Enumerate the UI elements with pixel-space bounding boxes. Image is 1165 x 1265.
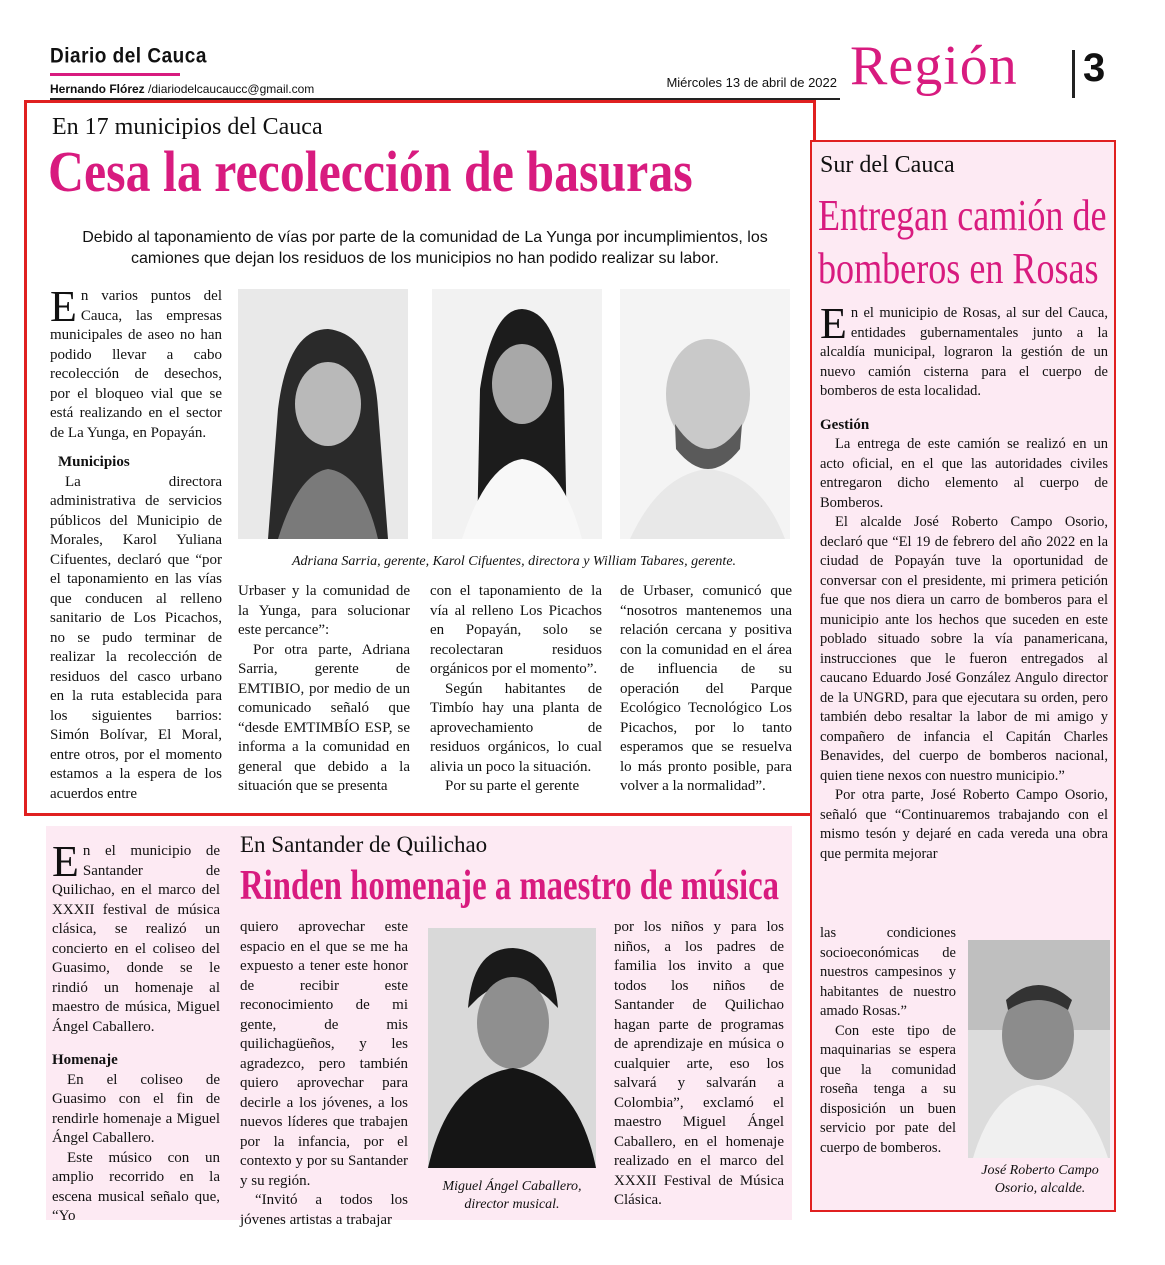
side-subhead: Gestión — [820, 416, 870, 433]
bottom-photo-caption: Miguel Ángel Caballero, director musical. — [442, 1179, 582, 1213]
masthead: Diario del Cauca — [50, 44, 207, 68]
side-column-text — [820, 299, 1108, 864]
side-paragraph: Con este tipo de maquinarias se espera que la comunidad roseña tenga a su disposición un buen servicio por pate del cuerpo de bomberos. — [820, 1022, 956, 1156]
bottom-column-1 — [52, 837, 220, 1227]
bottom-paragraph: por los niños y para los niños, a los padres de familia los invito a que todos los niños de Santander de Quilichao hagan parte de programas de aprendizaje en música o cualquier arte, eso los salvará y salvarán a Colombia”, exclamó el maestro Miguel Ángel Caballero, en el homenaje realizado en el marco del XXXII Festival de Música Clásica. — [614, 919, 784, 1208]
main-photo-caption: Adriana Sarria, gerente, Karol Cifuentes, directora y William Tabares, gerente. — [291, 554, 737, 569]
main-column-4 — [620, 582, 792, 797]
bottom-paragraph: En el coliseo de Guasimo con el fin de rendirle homenaje a Miguel Ángel Caballero. — [52, 1071, 220, 1146]
side-paragraph: las condiciones socioeconómicas de nuestros campesinos y habitantes de nuestro amado Rosas.” — [820, 925, 956, 1019]
photo-karol-cifuentes — [432, 289, 602, 539]
main-column-2 — [238, 582, 410, 797]
side-kicker: Sur del Cauca — [820, 152, 955, 178]
main-dek: Debido al taponamiento de vías por parte de la comunidad de La Yunga por incumplimientos, los camiones que dejan los residuos de los municipios no han podido realizar su labor. — [82, 229, 768, 267]
main-paragraph: La directora administrativa de servicios públicos del Municipio de Morales, Karol Yuliana Cifuentes, declaró que “por el taponamiento en las vías que conducen al relleno sanitario de Los Picachos, no se pudo terminar de realizar la recolección de residuos del casco urbano en la ruta establecida para los siguientes barrios: Simón Bolívar, El Moral, entre otros, por el momento estamos a la espera de los acuerdos entre — [50, 473, 222, 802]
side-column-narrow — [820, 924, 956, 1158]
photo-jose-roberto-campo — [968, 940, 1110, 1158]
main-column-1 — [50, 282, 222, 804]
main-lead-paragraph: En varios puntos del Cauca, las empresas municipales de aseo no han podido llevar a cabo recolección de desechos, por el bloqueo vial que se está realizando en el sector de La Yunga, en Popayán. — [50, 282, 222, 441]
page-number-divider — [1072, 50, 1075, 98]
side-paragraph: Por otra parte, José Roberto Campo Osorio, señaló que “Continuaremos trabajando con el mismo tesón y dejaré en cada vereda una obra que permita mejorar — [820, 787, 1108, 862]
bottom-lead-paragraph: En el municipio de Santander de Quilichao, en el marco del XXXII festival de música clásica, se realizó un concierto en el coliseo del Guasimo, donde se le rindió un homenaje al maestro de música, Miguel Ángel Caballero. — [52, 837, 220, 1035]
main-paragraph: con el taponamiento de la vía al relleno Los Picachos en Popayán, solo se recolectaran residuos orgánicos por el momento”. — [430, 583, 602, 677]
byline — [50, 82, 314, 96]
section-title: Región — [850, 35, 1018, 97]
side-paragraph: El alcalde José Roberto Campo Osorio, declaró que “El 19 de febrero del año 2022 en la ciudad de Popayán tuve la oportunidad de conversar con el presidente, mi primera petición fue que nos diera un carro de bomberos para el municipio ante los hechos que suceden en este poblado situado sobre la vía panamericana, instrucciones que le fueron entregados al caucano Eduardo José González Angulo director de la UNGRD, para que ejecutara su orden, pero también debo resaltar la labor de mi amigo y compañero de infancia el Capitán Charles Benavides, del cuerpo de bomberos nacional, quien tiene nexos con nuestro municipio.” — [820, 514, 1108, 784]
main-paragraph: Por su parte el gerente — [445, 778, 580, 794]
bottom-headline: Rinden homenaje a maestro de música — [240, 863, 780, 909]
main-paragraph: Según habitantes de Timbío hay una planta de aprovechamiento de residuos orgánicos, lo cual alivia un poco la situación. — [430, 680, 602, 775]
author-name: Hernando Flórez — [50, 82, 145, 96]
main-subhead: Municipios — [58, 454, 130, 470]
side-headline — [818, 190, 1107, 296]
side-paragraph: La entrega de este camión se realizó en un acto oficial, en el que las autoridades civiles entregaron dicho elemento al cuerpo de Bomberos. — [820, 436, 1108, 511]
main-headline: Cesa la recolección de basuras — [48, 139, 693, 204]
main-paragraph: Urbaser y la comunidad de la Yunga, para solucionar este percance”: — [238, 583, 410, 638]
page-number: 3 — [1083, 46, 1106, 90]
portrait-mayor-icon — [968, 940, 1110, 1158]
bottom-subhead: Homenaje — [52, 1052, 118, 1068]
photo-miguel-angel-caballero — [428, 928, 596, 1168]
bottom-paragraph: quiero aprovechar este espacio en el que se me ha expuesto a tener este honor de recibir este reconocimiento de mi gente, de mis quilichagüeños, y les agradezco, pero también quiero aprovechar para decirle a los jóvenes, a los nuevos líderes que trabajen por la infancia, por el contexto y por su Santander y su región. — [240, 919, 408, 1189]
bottom-kicker: En Santander de Quilichao — [240, 832, 488, 857]
author-email: /diariodelcaucaucc@gmail.com — [148, 82, 315, 96]
photo-adriana-sarria — [238, 289, 408, 539]
portrait-woman-2-icon — [432, 289, 602, 539]
side-photo-caption: José Roberto Campo Osorio, alcalde. — [981, 1163, 1099, 1197]
photo-william-tabares — [620, 289, 790, 539]
side-headline-line-1: Entregan camión de — [818, 191, 1107, 240]
side-lead-paragraph: En el municipio de Rosas, al sur del Cauca, entidades gubernamentales junto a la alcaldía municipal, lograron la gestión de un nuevo camión cisterna para el cuerpo de bomberos de esta localidad. — [820, 299, 1108, 399]
side-headline-line-2: bomberos en Rosas — [818, 243, 1099, 293]
bottom-paragraph: Este músico con un amplio recorrido en la escena musical señalo que, “Yo — [52, 1149, 220, 1224]
portrait-woman-1-icon — [238, 289, 408, 539]
masthead-underline — [50, 73, 180, 76]
main-paragraph: Por otra parte, Adriana Sarria, gerente de EMTIBIO, por medio de un comunicado señaló que “desde EMTIMBÍO ESP, se informa a la comunidad en general que debido a la situación que se presenta — [238, 641, 410, 794]
portrait-musician-icon — [428, 928, 596, 1168]
bottom-paragraph: “Invitó a todos los jóvenes artistas a trabajar — [240, 1192, 408, 1228]
main-column-3 — [430, 582, 602, 797]
main-kicker: En 17 municipios del Cauca — [52, 114, 323, 140]
issue-date: Miércoles 13 de abril de 2022 — [666, 75, 837, 90]
bottom-column-4 — [614, 918, 784, 1211]
main-paragraph: de Urbaser, comunicó que “nosotros mantenemos una relación cercana y positiva con la comunidad en el área de influencia de su operación del Parque Ecológico Tecnológico Los Picachos, por lo tanto esperamos que se resuelva lo más pronto posible, para volver a la normalidad”. — [620, 583, 792, 794]
portrait-man-icon — [620, 289, 790, 539]
bottom-column-2 — [240, 918, 408, 1230]
